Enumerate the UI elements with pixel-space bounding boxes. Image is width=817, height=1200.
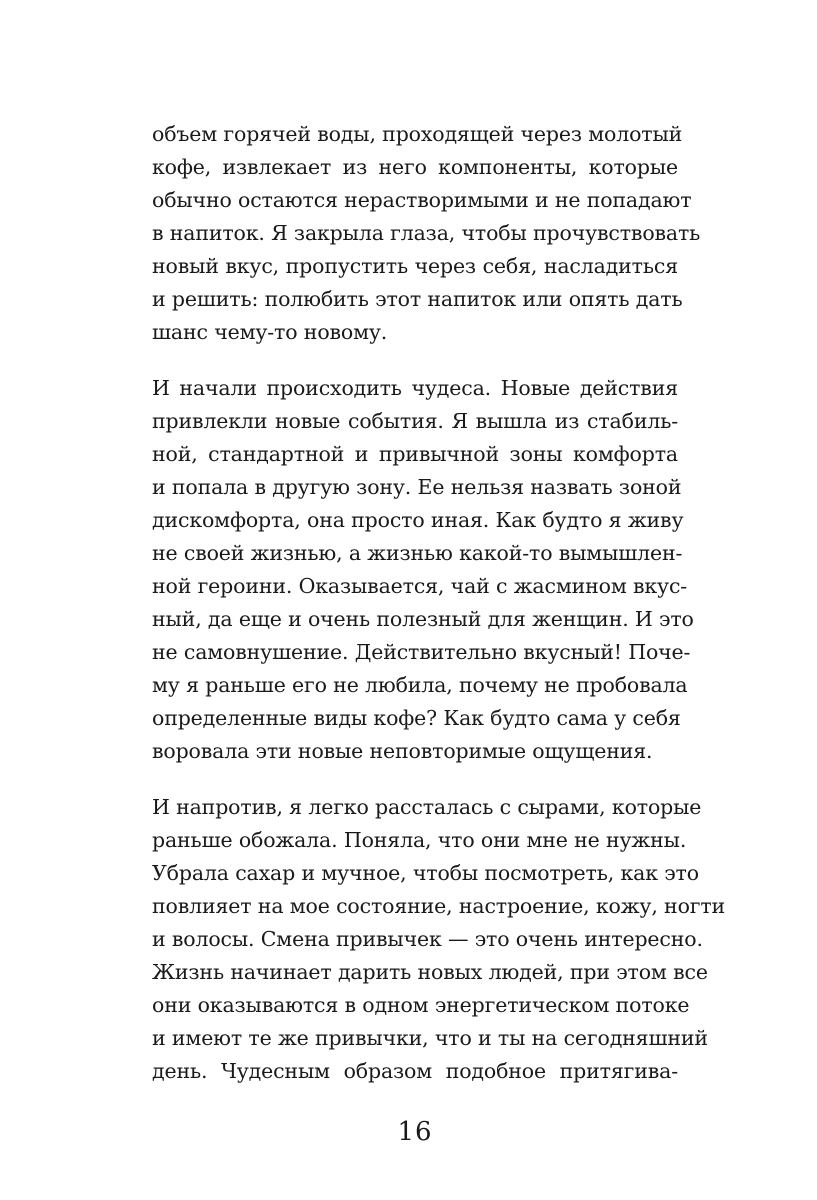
- text-line: ной, стандартной и привычной зоны комфорта: [152, 442, 678, 466]
- text-line: в напиток. Я закрыла глаза, чтобы прочувствовать: [152, 221, 701, 245]
- text-line: и волосы. Смена привычек — это очень интересно.: [152, 927, 703, 951]
- text-line: не самовнушение. Действительно вкусный! Поче-: [152, 640, 691, 664]
- text-line: му я раньше его не любила, почему не пробовала: [152, 673, 688, 697]
- text-line: и попала в другую зону. Ее нельзя назвать зоной: [152, 475, 682, 499]
- page-number: 16: [397, 1117, 433, 1147]
- text-line: И начали происходить чудеса. Новые действия: [152, 376, 678, 400]
- text-line: привлекли новые события. Я вышла из стабиль-: [152, 409, 678, 433]
- text-line: обычно остаются нерастворимыми и не попадают: [152, 188, 692, 212]
- text-line: раньше обожала. Поняла, что они мне не нужны.: [152, 828, 687, 852]
- text-line: они оказываются в одном энергетическом потоке: [152, 993, 690, 1017]
- text-line: воровала эти новые неповторимые ощущения.: [152, 739, 653, 763]
- text-line: шанс чему-то новому.: [152, 320, 388, 344]
- text-line: повлияет на мое состояние, настроение, кожу, ногти: [152, 894, 726, 918]
- text-line: не своей жизнью, а жизнью какой-то вымышлен-: [152, 541, 683, 565]
- text-line: день. Чудесным образом подобное притягива-: [152, 1059, 678, 1083]
- text-line: ной героини. Оказывается, чай с жасмином вкус-: [152, 574, 688, 598]
- text-line: кофе, извлекает из него компоненты, которые: [152, 155, 678, 179]
- book-page: [152, 0, 726, 1200]
- text-line: дискомфорта, она просто иная. Как будто я живу: [152, 508, 684, 532]
- text-line: новый вкус, пропустить через себя, насладиться: [152, 254, 678, 278]
- text-line: определенные виды кофе? Как будто сама у себя: [152, 706, 681, 730]
- text-line: Убрала сахар и мучное, чтобы посмотреть, как это: [152, 861, 699, 885]
- text-line: и решить: полюбить этот напиток или опять дать: [152, 287, 683, 311]
- text-line: ный, да еще и очень полезный для женщин. И это: [152, 607, 694, 631]
- text-line: объем горячей воды, проходящей через молотый: [152, 122, 683, 146]
- text-line: И напротив, я легко рассталась с сырами, которые: [152, 795, 702, 819]
- text-line: Жизнь начинает дарить новых людей, при этом все: [152, 960, 708, 984]
- text-line: и имеют те же привычки, что и ты на сегодняшний: [152, 1026, 708, 1050]
